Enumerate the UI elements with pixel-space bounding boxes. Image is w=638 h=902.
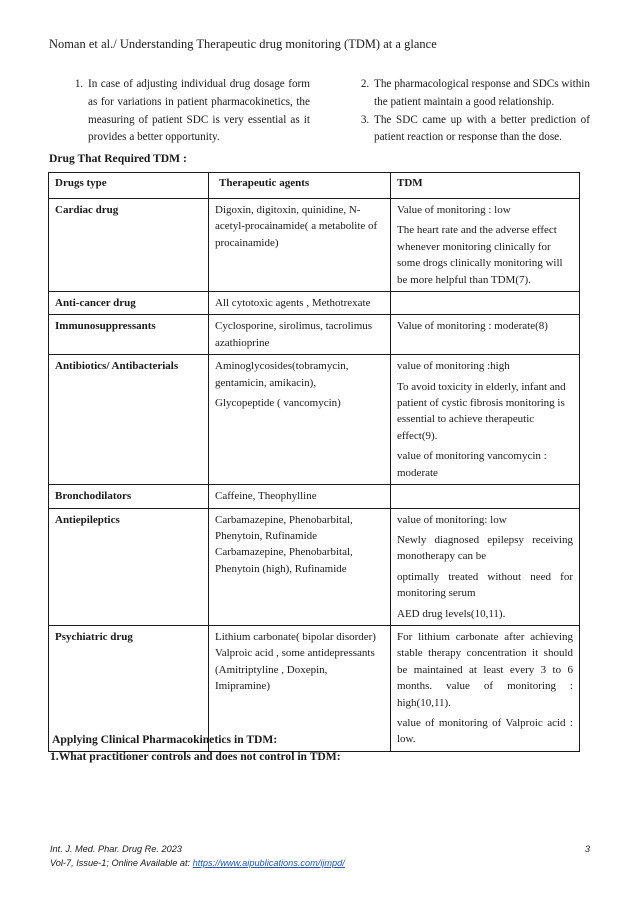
table-header-row bbox=[49, 173, 580, 199]
left-numbered-list bbox=[52, 76, 310, 147]
agents-paragraph: Digoxin, digitoxin, quinidine, N-acetyl-procainamide( a metabolite of procainamide) bbox=[215, 204, 378, 249]
header-tdm: TDM bbox=[391, 173, 580, 199]
cell-tdm bbox=[391, 485, 580, 508]
cell-therapeutic-agents bbox=[209, 355, 391, 485]
sub-heading: 1.What practitioner controls and does not control in TDM: bbox=[50, 750, 341, 763]
journal-link[interactable]: https://www.aipublications.com/ijmpd/ bbox=[192, 858, 345, 868]
drug-table-heading: Drug That Required TDM : bbox=[49, 152, 187, 165]
cell-drug-type: Immunosuppressants bbox=[49, 315, 209, 355]
tdm-paragraph: Value of monitoring : low bbox=[397, 204, 511, 216]
right-numbered-list bbox=[338, 76, 590, 147]
tdm-paragraph: value of monitoring vancomycin : moderate bbox=[397, 450, 547, 479]
header-therapeutic-agents: Therapeutic agents bbox=[209, 173, 391, 199]
agents-paragraph: Caffeine, Theophylline bbox=[215, 490, 317, 503]
table-row bbox=[49, 199, 580, 292]
cell-tdm bbox=[391, 355, 580, 485]
cell-drug-type: Antibiotics/ Antibacterials bbox=[49, 355, 209, 485]
tdm-paragraph: optimally treated without need for monitoring serum bbox=[397, 570, 573, 600]
tdm-paragraph: The heart rate and the adverse effect whenever monitoring clinically for some drogs clinically monitoring will be more helpful than TDM(7). bbox=[397, 224, 563, 286]
cell-therapeutic-agents bbox=[209, 199, 391, 292]
cell-therapeutic-agents bbox=[209, 485, 391, 508]
cell-drug-type: Cardiac drug bbox=[49, 199, 209, 292]
journal-volume-line bbox=[50, 856, 590, 870]
right-column bbox=[338, 76, 590, 147]
cell-drug-type: Antiepileptics bbox=[49, 508, 209, 625]
cell-therapeutic-agents bbox=[209, 315, 391, 355]
cell-therapeutic-agents bbox=[209, 292, 391, 315]
header-drugs-type: Drugs type bbox=[49, 173, 209, 199]
agents-paragraph: Aminoglycosides(tobramycin, gentamicin, amikacin), bbox=[215, 360, 349, 389]
cell-tdm bbox=[391, 315, 580, 355]
tdm-paragraph: Newly diagnosed epilepsy receiving monotherapy can be bbox=[397, 533, 573, 563]
cell-tdm bbox=[391, 508, 580, 625]
tdm-paragraph: For lithium carbonate after achieving stable therapy concentration it should be maintained at least every 3 to 6 months. value of monitoring : high(10,11). bbox=[397, 630, 573, 709]
cell-drug-type: Anti-cancer drug bbox=[49, 292, 209, 315]
table-body bbox=[49, 199, 580, 752]
agents-paragraph: Glycopeptide ( vancomycin) bbox=[215, 397, 341, 410]
journal-citation: Int. J. Med. Phar. Drug Re. 2023 bbox=[50, 844, 182, 854]
tdm-paragraph: AED drug levels(10,11). bbox=[397, 607, 506, 620]
table-row bbox=[49, 315, 580, 355]
tdm-paragraph: value of monitoring: low bbox=[397, 513, 507, 526]
agents-paragraph: Lithium carbonate( bipolar disorder) Valproic acid , some antidepressants (Amitriptyline , Doxepin, Imipramine) bbox=[215, 630, 376, 693]
agents-paragraph: Cyclosporine, sirolimus, tacrolimus azathioprine bbox=[215, 320, 373, 349]
page-number: 3 bbox=[584, 844, 590, 854]
table-row bbox=[49, 292, 580, 315]
tdm-paragraph: value of monitoring :high bbox=[397, 360, 510, 373]
cell-therapeutic-agents bbox=[209, 508, 391, 625]
left-list-item: 1. In case of adjusting individual drug dosage form as for variations in patient pharmacokinetics, the measuring of patient SDC is very essential as it provides a better opportunity. bbox=[86, 76, 310, 147]
left-column bbox=[52, 76, 310, 147]
agents-paragraph: All cytotoxic agents , Methotrexate bbox=[215, 297, 371, 310]
running-head: Noman et al./ Understanding Therapeutic drug monitoring (TDM) at a glance bbox=[49, 37, 437, 51]
cell-tdm bbox=[391, 625, 580, 751]
table-row bbox=[49, 508, 580, 625]
right-list-item: 2. The pharmacological response and SDCs within the patient maintain a good relationship. bbox=[372, 76, 590, 112]
table-row bbox=[49, 355, 580, 485]
agents-paragraph: Carbamazepine, Phenobarbital, Phenytoin, Rufinamide Carbamazepine, Phenobarbital, Phenytoin (high), Rufinamide bbox=[215, 513, 353, 575]
cell-tdm bbox=[391, 292, 580, 315]
page-footer bbox=[50, 842, 590, 870]
section-heading: Applying Clinical Pharmacokinetics in TDM: bbox=[52, 733, 278, 746]
drug-tdm-table bbox=[48, 172, 580, 752]
table-row bbox=[49, 485, 580, 508]
volume-text: Vol-7, Issue-1; Online Available at: bbox=[50, 858, 193, 868]
cell-tdm bbox=[391, 199, 580, 292]
right-list-item: 3. The SDC came up with a better prediction of patient reaction or response than the dose. bbox=[372, 112, 590, 148]
tdm-paragraph: To avoid toxicity in elderly, infant and patient of cystic fibrosis monitoring is essential to achieve therapeutic effect(9). bbox=[397, 380, 566, 442]
cell-drug-type: Psychiatric drug bbox=[49, 625, 209, 751]
tdm-paragraph: Value of monitoring : moderate(8) bbox=[397, 320, 548, 333]
tdm-paragraph: value of monitoring of Valproic acid : low. bbox=[397, 716, 573, 746]
cell-drug-type: Bronchodilators bbox=[49, 485, 209, 508]
